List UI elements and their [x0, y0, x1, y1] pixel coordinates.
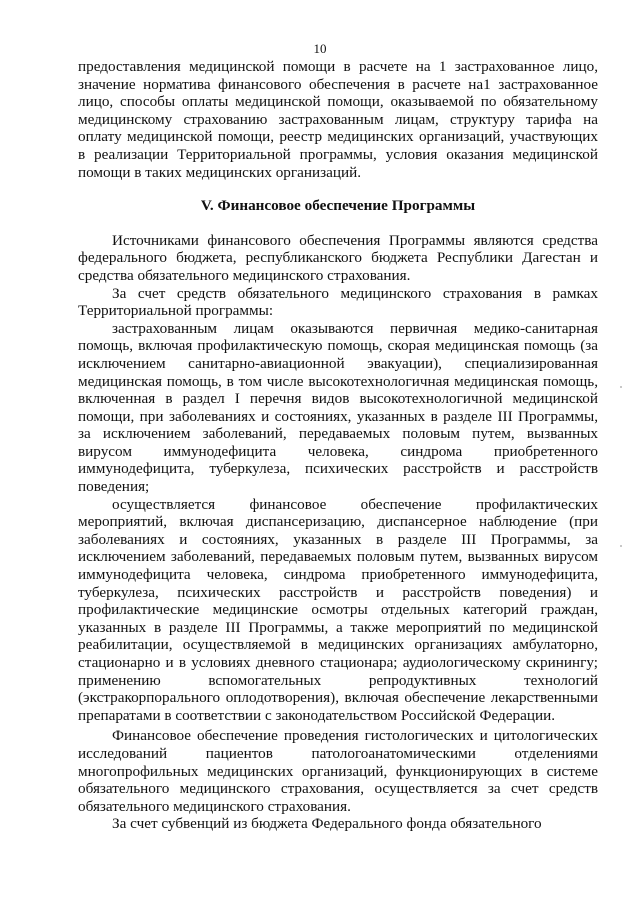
paragraph-funding-sources: Источниками финансового обеспечения Программы являются средства федерального бюджета, республиканского бюджета Республики Дагестан и средства обязательного медицинского страхования.	[78, 231, 598, 284]
paragraph-insured-persons: застрахованным лицам оказываются первичная медико-санитарная помощь, включая профилактическую помощь, скорая медицинская помощь (за исключением санитарно-авиационной эвакуации), специализированная медицинская помощь, в том числе высокотехнологичная медицинская помощь, включенная в раздел I перечня видов высокотехнологичной медицинской помощи, при заболеваниях и состояниях, указанных в разделе III Программы, за исключением заболеваний, передаваемых половым путем, вызванных вирусом иммунодефицита человека, синдрома приобретенного иммунодефицита, туберкулеза, психических расстройств и расстройств поведения;	[78, 319, 598, 496]
document-body	[78, 58, 598, 833]
paragraph-subventions: За счет субвенций из бюджета Федерального фонда обязательного	[112, 815, 542, 833]
paragraph-continuation: предоставления медицинской помощи в расчете на 1 застрахованное лицо, значение норматива финансового обеспечения в расчете на1 застрахованное лицо, способы оплаты медицинской помощи, оказываемой по обязательному медицинскому страхованию застрахованным лицам, структуру тарифа на оплату медицинской помощи, реестр медицинских организаций, участвующих в реализации Территориальной программы, условия оказания медицинской помощи в таких медицинских организаций.	[78, 58, 598, 181]
section-heading: V. Финансовое обеспечение Программы	[200, 197, 476, 215]
scan-speck	[620, 386, 622, 388]
paragraph-preventive-measures: осуществляется финансовое обеспечение профилактических мероприятий, включая диспансеризацию, диспансерное наблюдение (при заболеваниях и состояниях, указанных в разделе III Программы, за исключением заболеваний, передаваемых половым путем, вызванных вирусом иммунодефицита человека, синдрома приобретенного иммунодефицита, туберкулеза, психических расстройств и расстройств поведения) и профилактические медицинские осмотры отдельных категорий граждан, указанных в разделе III Программы, а также мероприятий по медицинской реабилитации, осуществляемой в медицинских организациях амбулаторно, стационарно и в условиях дневного стационара; аудиологическому скринингу; применению вспомогательных репродуктивных технологий (экстракорпорального оплодотворения), включая обеспечение лекарственными препаратами в соответствии с законодательством Российской Федерации.	[78, 495, 598, 724]
paragraph-histology: Финансовое обеспечение проведения гистологических и цитологических исследований пациентов патологоанатомическими отделениями многопрофильных медицинских организаций, функционирующих в системе обязательного медицинского страхования, осуществляется за счет средств обязательного медицинского страхования.	[78, 727, 598, 815]
paragraph-oms-intro: За счет средств обязательного медицинского страхования в рамках Территориальной программы:	[78, 284, 598, 320]
page-number: 10	[313, 41, 327, 56]
scan-speck	[620, 545, 622, 547]
